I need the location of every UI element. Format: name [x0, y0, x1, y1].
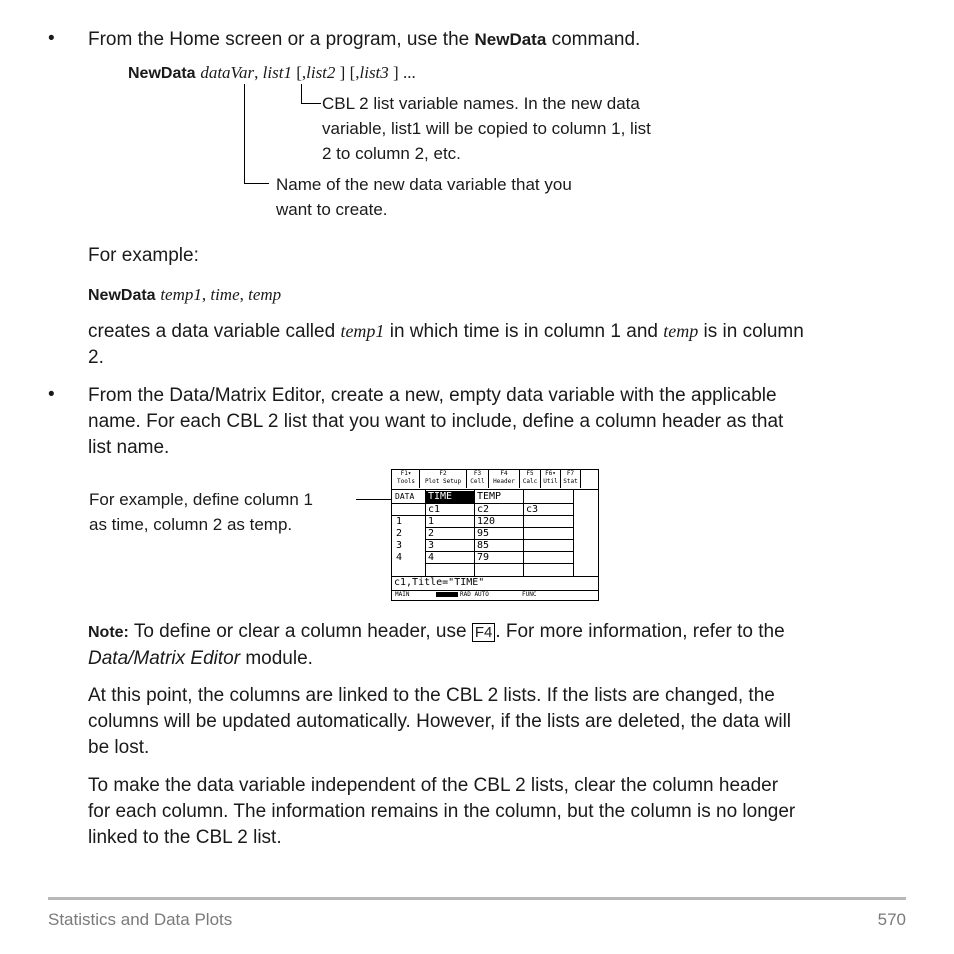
cell-c2: 120: [477, 516, 496, 527]
row-number: 1: [396, 516, 403, 527]
status-main: MAIN: [395, 591, 410, 598]
footer-section-title: Statistics and Data Plots: [48, 910, 233, 929]
calculator-screen: [391, 469, 599, 601]
grid-col-3-line: [523, 490, 524, 576]
toolbar-f6-util: F6▾ Util: [541, 470, 561, 488]
toolbar-f7-stat: F7 Stat: [561, 470, 581, 488]
cell-c2: 95: [477, 528, 490, 539]
toolbar-f2-plot-setup: F2 Plot Setup: [420, 470, 467, 488]
example-command: NewData temp1, time, temp: [88, 285, 282, 304]
linked-columns-paragraph: At this point, the columns are linked to the CBL 2 lists. If the lists are changed, the columns will be updated automatically. However, if the lists are deleted, the data will be lost.: [88, 685, 792, 758]
connector-lists-vertical: [301, 84, 302, 104]
column-header-temp: TEMP: [477, 491, 502, 502]
grid-row-4-line: [426, 551, 574, 552]
entry-line: c1,Title="TIME": [394, 577, 485, 588]
column-header-time: TIME: [426, 491, 474, 503]
cell-c2: 85: [477, 540, 490, 551]
grid-row-2-line: [426, 527, 574, 528]
connector-var-vertical: [244, 84, 245, 184]
row-number: 3: [396, 540, 403, 551]
annotation-data-var: Name of the new data variable that you want to create.: [276, 175, 572, 219]
for-example-label: For example:: [88, 245, 199, 266]
toolbar-f3-cell: F3 Cell: [467, 470, 489, 488]
cell-c2: 79: [477, 552, 490, 563]
note-label: Note:: [88, 624, 129, 641]
row-number: 2: [396, 528, 403, 539]
intro-line: From the Home screen or a program, use the NewData command.: [88, 29, 641, 50]
footer-page-number: 570: [877, 910, 906, 929]
grid-col-2-line: [474, 490, 475, 576]
syntax-line: NewData dataVar, list1 [,list2 ] [,list3 ] ...: [128, 63, 416, 82]
bullet: •: [48, 384, 55, 405]
row-number: 4: [396, 552, 403, 563]
toolbar-f4-header: F4 Header: [489, 470, 520, 488]
grid-row-5-line: [426, 563, 574, 564]
connector-lists-horizontal: [301, 103, 321, 104]
data-matrix-instructions: From the Data/Matrix Editor, create a new, empty data variable with the applicable name. For each CBL 2 list that you want to include, define a column header as that list name.: [88, 385, 784, 458]
bullet: •: [48, 28, 55, 49]
cell-c1: 4: [428, 552, 435, 563]
status-bar: [392, 591, 598, 600]
column-label-c1: c1: [428, 504, 441, 515]
status-busy-indicator: [436, 592, 458, 597]
cell-c1: 2: [428, 528, 435, 539]
newdata-keyword: NewData: [474, 30, 547, 49]
toolbar-f1-tools: F1▾ Tools: [393, 470, 420, 488]
column-label-c3: c3: [526, 504, 539, 515]
grid-row-3-line: [426, 539, 574, 540]
data-var-label: DATA: [395, 492, 415, 501]
status-func: FUNC: [522, 591, 537, 598]
screen-caption: For example, define column 1 as time, column 2 as temp.: [89, 490, 313, 534]
cell-c1: 3: [428, 540, 435, 551]
toolbar-f5-calc: F5 Calc: [520, 470, 541, 488]
connector-var-horizontal: [244, 183, 269, 184]
example-explanation: creates a data variable called temp1 in which time is in column 1 and temp is in column 2.: [88, 321, 804, 368]
cell-c1: 1: [428, 516, 435, 527]
status-mode: RAD AUTO: [460, 591, 489, 598]
independent-variable-paragraph: To make the data variable independent of the CBL 2 lists, clear the column header for each column. The information remains in the column, but the column is no longer linked to the CBL 2 list.: [88, 775, 796, 848]
f4-key-icon: F4: [472, 623, 496, 642]
footer-rule: [48, 897, 906, 900]
caption-pointer: [356, 499, 392, 500]
annotation-list-names: CBL 2 list variable names. In the new data variable, list1 will be copied to column 1, list 2 to column 2, etc.: [322, 94, 651, 163]
grid-col-4-line: [573, 490, 574, 576]
column-label-c2: c2: [477, 504, 490, 515]
calc-toolbar: [392, 470, 598, 490]
note-paragraph: Note: To define or clear a column header, use F4 . For more information, refer to the Data/Matrix Editor module.: [88, 621, 785, 669]
